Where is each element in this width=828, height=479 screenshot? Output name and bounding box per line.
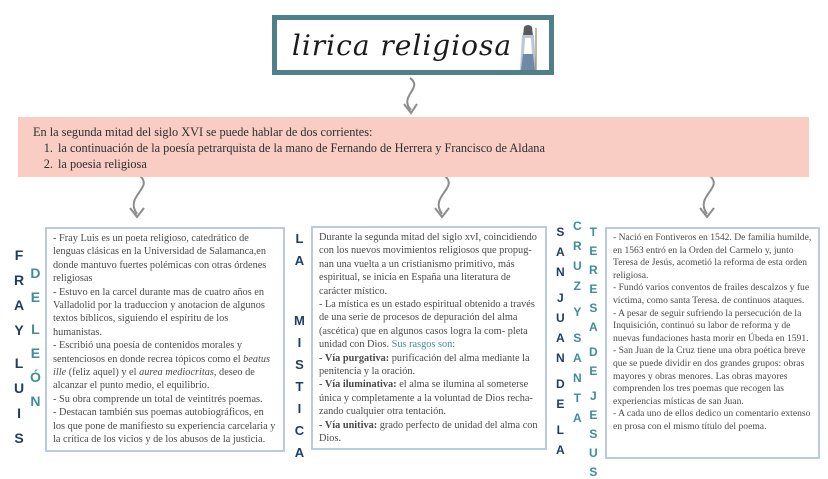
label-letter: L [14, 355, 24, 371]
label-letter: S [556, 225, 565, 239]
label-letter: A [294, 253, 305, 268]
label-letter: I [17, 405, 21, 421]
label-letter: E [589, 408, 598, 422]
label-letter: L [295, 231, 304, 246]
san-juan-box [605, 227, 820, 459]
fray-luis-label-col1 [14, 248, 24, 445]
label-letter: S [589, 465, 598, 479]
label-letter: U [14, 380, 25, 396]
label-letter: U [589, 446, 598, 460]
la-mistica-label [294, 232, 305, 459]
label-letter: U [556, 311, 565, 325]
label-letter: A [573, 411, 582, 425]
label-letter: D [556, 377, 565, 391]
label-letter: N [556, 265, 565, 279]
label-letter: E [589, 244, 598, 258]
label-letter: A [14, 297, 25, 313]
label-letter: R [14, 272, 25, 288]
label-letter: F [14, 247, 24, 263]
label-letter: E [30, 345, 41, 361]
label-letter: A [556, 331, 565, 345]
label-letter: E [589, 364, 598, 378]
label-letter: Y [14, 322, 24, 338]
text-paragraph: - San Juan de la Cruz tiene una obra poética breve que se puede dividir en dos grandes grupos: obras mayores y obras menores. Las obras mayores comprenden los tres poemas que recogen las experiencias místicas de san Juan. [613, 345, 806, 407]
text-paragraph: - A pesar de seguir sufriendo la persecución de la Inquisición, continuó su labor de reforma y de nuevas fundaciones hasta morir en Úbeda en 1591. [613, 307, 809, 344]
list-item: 1. la continuación de la poesía petrarquista de la mano de Fernando de Herrera y Francisco de Aldana [56, 140, 799, 156]
label-letter: A [556, 443, 565, 457]
label-letter: R [589, 263, 598, 277]
text-paragraph: - Estuvo en la carcel durante mas de cuatro años en Valladolid por la traduccion y anotacion de algunos textos bíblicos, siguiendo el espíritu de los humanistas. [53, 286, 265, 338]
intro-list [56, 140, 799, 172]
label-letter: T [295, 379, 304, 394]
label-letter: D [589, 345, 598, 359]
fray-luis-label-col2 [30, 266, 41, 408]
label-letter: C [294, 423, 305, 438]
label-letter: J [556, 291, 564, 305]
curved-arrow-icon [688, 174, 728, 222]
label-letter: Y [573, 305, 582, 319]
label-letter: I [297, 335, 302, 350]
text-paragraph: - Fray Luis es un poeta religioso, catedrático de lenguas clásicas en la Universidad de Salamanca,en donde mantuvo fuertes polémicas con otras órdenes religiosas [53, 233, 267, 285]
label-letter: L [31, 321, 40, 337]
san-juan-label-col1 [556, 226, 565, 456]
page-title: lirica religiosa [291, 28, 513, 62]
label-letter: T [573, 391, 581, 405]
text-paragraph: - Vía purgativa: purificación del alma mediante la penitencia y la oración. [319, 352, 530, 378]
fray-luis-box [45, 227, 285, 452]
label-letter: Z [573, 279, 581, 293]
text-paragraph: - Su obra comprende un total de veintitrés poemas. [53, 393, 263, 405]
san-juan-label-col2 [573, 220, 582, 424]
curved-arrow-icon [423, 174, 463, 222]
label-letter: E [589, 282, 598, 296]
label-letter: E [30, 289, 41, 305]
la-mistica-box [311, 226, 547, 450]
label-letter: U [573, 259, 582, 273]
curved-arrow-icon [118, 174, 158, 222]
label-letter: Ó [30, 369, 41, 385]
label-letter: A [573, 351, 582, 365]
label-letter: J [589, 389, 597, 403]
label-letter: A [294, 445, 305, 460]
curved-arrow-icon [394, 76, 428, 118]
text-paragraph: - La mística es un estado espiritual obtenido a través de una serie de procesos de depuración del alma (ascética) que en algunos casos logra la com- pleta unidad con Dios. Sus rasgos son: [319, 299, 535, 351]
label-letter: M [294, 313, 305, 328]
text-paragraph: - A cada uno de ellos dedico un comentario extenso en prosa con el mismo título del poema. [613, 408, 811, 432]
label-letter: D [30, 265, 41, 281]
text-paragraph: - Fundó varios conventos de frailes descalzos y fue víctima, como santa Teresa. de continuos ataques. [613, 282, 810, 306]
label-letter: R [573, 239, 582, 253]
text-paragraph: Durante la segunda mitad del siglo xvI, coincidiendo con los nuevos movimientos religiosos que propug- nan una vuelta a un cristianismo primitivo, más espiritual, se inicia en España una literatura de carácter místico. [319, 232, 537, 297]
intro-text: En la segunda mitad del siglo XVI se puede hablar de dos corrientes: [33, 125, 373, 139]
text-paragraph: - Destacan también sus poemas autobiográficos, en los que pone de manifiesto su experiencia carcelaria y la crítica de los vicios y de los abusos de la justicia. [53, 407, 276, 446]
text-paragraph: - Vía iluminativa: el alma se ilumina al someterse única y completamente a la voluntad de Dios recha- zando cualquier otra tentación. [319, 379, 533, 418]
text-paragraph: - Escribió una poesía de contenidos morales y sentenciosos en donde recrea tópicos como el beatus ille (feliz aquel) y el aurea mediocritas, deseo de alcanzar el punto medio, el equilibrio. [53, 340, 271, 392]
label-letter: N [556, 351, 565, 365]
label-letter: S [589, 301, 598, 315]
label-letter: A [589, 320, 598, 334]
label-letter: L [556, 423, 564, 437]
label-letter: S [14, 430, 24, 446]
label-letter: I [297, 401, 302, 416]
santa-teresa-label-col3 [589, 226, 598, 478]
saint-figure-icon [517, 24, 539, 72]
title-box [272, 15, 554, 75]
intro-banner [18, 117, 809, 177]
label-letter: A [556, 245, 565, 259]
label-letter: N [30, 393, 41, 409]
label-letter: T [589, 225, 597, 239]
label-letter: E [556, 397, 565, 411]
label-letter: S [589, 427, 598, 441]
list-item: 2. la poesia religiosa [56, 156, 799, 172]
label-letter: N [573, 371, 582, 385]
label-letter: C [573, 219, 582, 233]
label-letter: S [295, 357, 304, 372]
text-paragraph: - Nació en Fontiveros en 1542. De familia humilde, en 1563 entró en la Orden del Carmelo y, junto Teresa de Jesús, acometió la reforma de esta orden religiosa. [613, 232, 812, 281]
label-letter: S [573, 331, 582, 345]
text-paragraph: - Vía unitiva: grado perfecto de unidad del alma con Dios. [319, 419, 538, 445]
